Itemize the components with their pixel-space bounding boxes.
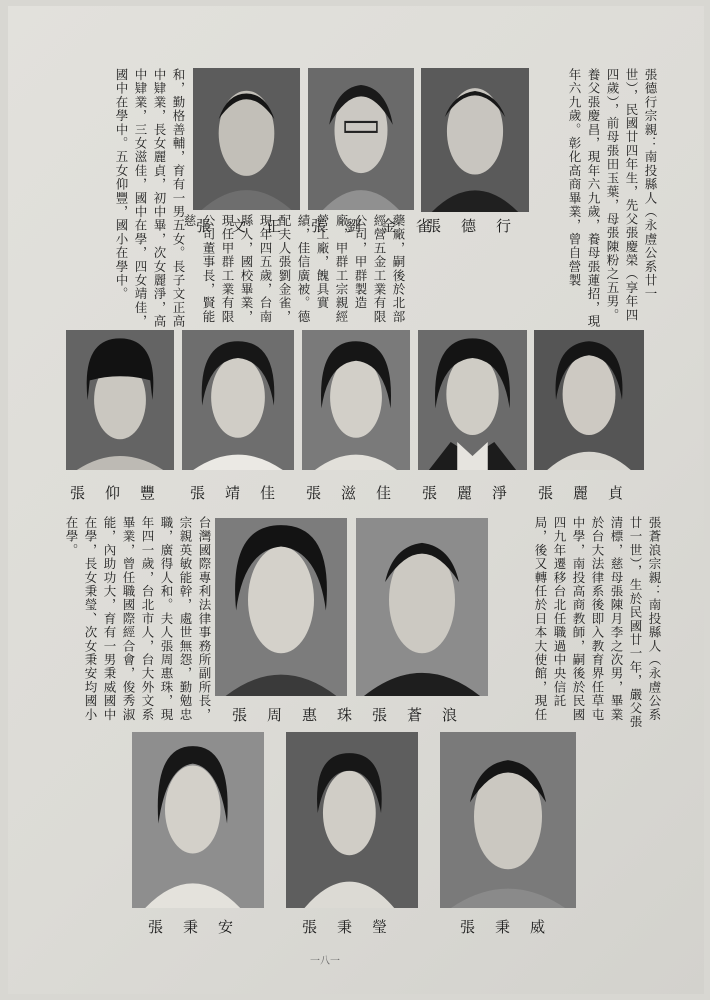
caption-zhang-zhou-huizhu: 張周惠珠: [232, 706, 373, 724]
portrait-photo-zhang-jingjia: [182, 330, 294, 470]
portrait-photo-zhang-bingan: [132, 732, 264, 908]
caption-zhang-yangfeng: 張仰豐: [70, 484, 176, 502]
portrait-photo-zhang-lizhen: [534, 330, 644, 470]
portrait-photo-zhang-bingwei: [440, 732, 576, 908]
bio-zhang-canglang-continued: 台灣國際專利法律事務所副所長，宗親英敏能幹，處世無怨，勤勉忠職，廣得人和。夫人張周惠珠，現年四一歲，台北市人，台大外文系畢業，曾任職國際經合會，俊秀淑能，內助功大，育有一男秉威國中在學，長女秉瑩、次女秉安均國小在學。: [64, 516, 212, 722]
portrait-photo-zhang-yangfeng: [66, 330, 174, 470]
portrait-photo-zhang-bingying: [286, 732, 418, 908]
caption-zhang-canglang: 張蒼浪: [372, 706, 478, 724]
page-number: 一八一: [310, 956, 340, 967]
portrait-photo-zhang-canglang: [356, 518, 488, 696]
portrait-photo-zhang-wenzheng: [193, 68, 300, 210]
caption-zhang-bingying: 張秉瑩: [302, 918, 408, 936]
portrait-photo-zhang-zhou-huizhu: [215, 518, 347, 696]
portrait-photo-zhang-dexing: [421, 68, 529, 212]
caption-zhang-lijing: 張麗淨: [422, 484, 528, 502]
caption-zhang-bingwei: 張秉威: [460, 918, 566, 936]
portrait-photo-zhang-zijia: [302, 330, 410, 470]
caption-zhang-jingjia: 張靖佳: [190, 484, 296, 502]
bio-zhang-dexing-continued: 藥廠，嗣後於北部經營五金工業有限公司，甲群製造廠，甲群工宗親經營工廠，餽具實績，佳信廣被。德配夫人張劉金雀，現年四五歲，台南縣人，國校畢業，現任甲群工業有限公司董事長，賢能慈: [182, 214, 406, 324]
caption-zhang-zijia: 張滋佳: [306, 484, 412, 502]
portrait-photo-zhang-liu-jinque: [308, 68, 414, 210]
portrait-photo-zhang-lijing: [418, 330, 527, 470]
caption-zhang-lizhen: 張麗貞: [538, 484, 644, 502]
caption-zhang-dexing: 張德行: [426, 217, 532, 235]
caption-zhang-bingan: 張秉安: [148, 918, 254, 936]
caption-zhang-liu-jinque: 張劉金雀: [311, 217, 452, 235]
bio-zhang-canglang: 張蒼浪宗親：南投縣人（永䖒公系廿一世），生於民國廿一年，嚴父張清標，慈母張陳月李之次男，畢業於台大法律系後即入教育界任草屯中學，南投高商教師，嗣後於民國四九年遷移台北任職過中央信託局，後又轉任於日本大使館，現任: [533, 516, 662, 729]
caption-zhang-wenzheng: 張文正: [196, 217, 302, 235]
bio-zhang-dexing-children: 和，勤格善輔，育有一男五女。長子文正高中肄業，長女麗貞，初中畢，次女麗淨，高中肄業，三女滋佳，國中在學，四女靖佳，國中在學中。五女仰豐，國小在學中。: [114, 68, 186, 329]
bio-zhang-dexing: 張德行宗親：南投縣人（永䖒公系廿一世），民國廿四年生，先父張慶榮（享年四四歲），前母張田玉葉，母張陳粉之五男。養父張慶昌，現年六九歲，養母張蓮招，現年六九歲。彰化高商畢業，曾自營製: [567, 68, 658, 329]
